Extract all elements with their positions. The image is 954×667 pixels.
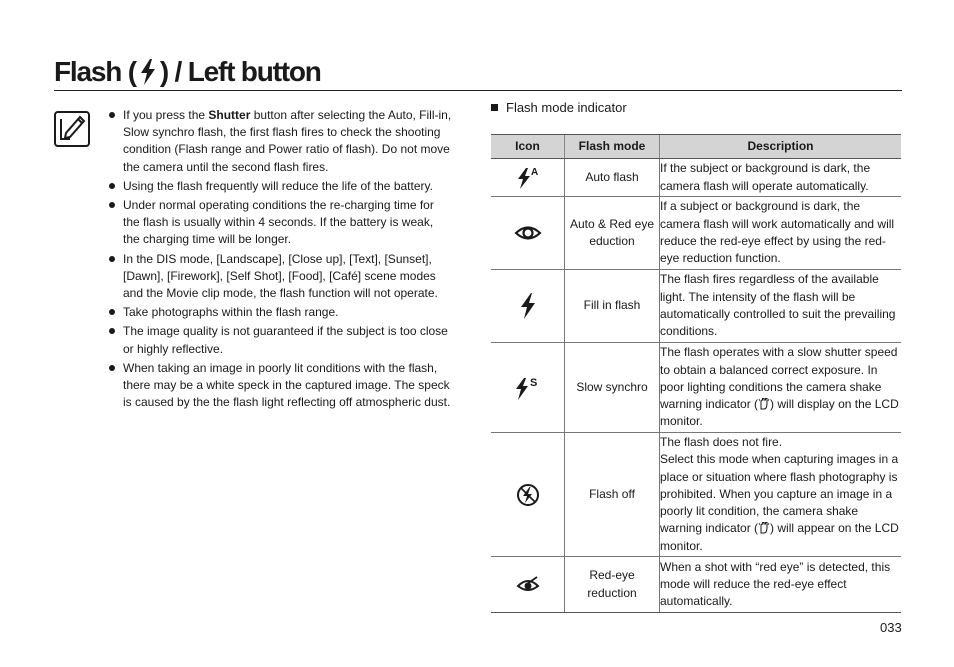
page-title-prefix: Flash (: [54, 56, 136, 87]
slow-synchro-icon: [513, 375, 543, 401]
section-title: Flash mode indicator: [506, 100, 627, 115]
flash-mode-table: [491, 134, 901, 613]
title-divider: [54, 90, 902, 91]
note-text: If you press the: [123, 108, 209, 122]
mode-description: If a subject or background is dark, the camera flash will work automatically and will reduce the red-eye effect by using the red-eye reduction function.: [660, 197, 902, 270]
column-header-description: Description: [660, 135, 902, 159]
list-item: Under normal operating conditions the re-charging time for the flash is usually within 4 seconds. If the battery is weak, the charging time will be longer.: [107, 197, 452, 249]
mode-description: When a shot with “red eye” is detected, this mode will reduce the red-eye effect automatically.: [660, 557, 902, 613]
mode-name: Auto flash: [565, 159, 660, 197]
mode-description: If the subject or background is dark, the camera flash will operate automatically.: [660, 159, 902, 197]
mode-name: Flash off: [565, 433, 660, 557]
mode-description: The flash fires regardless of the available light. The intensity of the flash will be automatically controlled to suit the prevailing conditions.: [660, 270, 902, 343]
red-eye-reduction-icon: [516, 576, 540, 594]
list-item: [107, 107, 452, 176]
table-row: [491, 159, 901, 197]
note-pencil-icon: [54, 111, 90, 147]
shutter-keyword: Shutter: [208, 108, 251, 122]
table-header-row: [491, 135, 901, 159]
svg-text:S: S: [529, 376, 537, 389]
table-row: [491, 433, 901, 557]
square-bullet-icon: [491, 104, 498, 111]
table-row: [491, 557, 901, 613]
camera-shake-icon: [758, 521, 770, 534]
flash-icon: [137, 58, 159, 86]
table-row: [491, 343, 901, 433]
mode-name: Slow synchro: [565, 343, 660, 433]
section-heading: [491, 100, 627, 115]
column-header-mode: Flash mode: [565, 135, 660, 159]
notes-list: [107, 107, 452, 413]
list-item: Take photographs within the flash range.: [107, 304, 452, 321]
column-header-icon: Icon: [491, 135, 565, 159]
table-row: [491, 270, 901, 343]
list-item: Using the flash frequently will reduce the life of the battery.: [107, 178, 452, 195]
fill-in-flash-icon: [518, 292, 538, 320]
note-text: button after selecting the Auto, Fill-in, Slow synchro flash, the first flash fires to check the shooting condition (Flash range and Power ratio of flash). Do not move the camera until the second flash fires.: [123, 108, 452, 174]
mode-name: Red-eye reduction: [565, 557, 660, 613]
mode-description: The flash operates with a slow shutter speed to obtain a balanced correct exposure. In poor lighting conditions the camera shake warning indicator ( ) will display on the LCD monitor.: [660, 343, 902, 433]
table-row: [491, 197, 901, 270]
mode-name: Auto & Red eye eduction: [565, 197, 660, 270]
auto-flash-icon: [515, 166, 541, 190]
list-item: In the DIS mode, [Landscape], [Close up], [Text], [Sunset], [Dawn], [Firework], [Self Shot], [Food], [Café] scene modes and the Movie clip mode, the flash function will not operate.: [107, 251, 452, 303]
list-item: The image quality is not guaranteed if the subject is too close or highly reflective.: [107, 323, 452, 357]
page-number: 033: [880, 620, 902, 635]
mode-description: The flash does not fire. Select this mode when capturing images in a place or situation where flash photography is prohibited. When you capture an image in a poorly lit condition, the camera shake warning indicator ( ) will appear on the LCD monitor.: [660, 433, 902, 557]
flash-off-icon: [516, 483, 540, 507]
camera-shake-icon: [758, 397, 770, 410]
svg-text:A: A: [530, 166, 538, 178]
page-title: [54, 56, 321, 88]
page-title-suffix: ) / Left button: [159, 56, 321, 87]
list-item: When taking an image in poorly lit conditions with the flash, there may be a white speck in the captured image. The speck is caused by the the flash light reflecting off atmospheric dust.: [107, 360, 452, 412]
red-eye-flash-icon: [514, 224, 542, 242]
mode-name: Fill in flash: [565, 270, 660, 343]
